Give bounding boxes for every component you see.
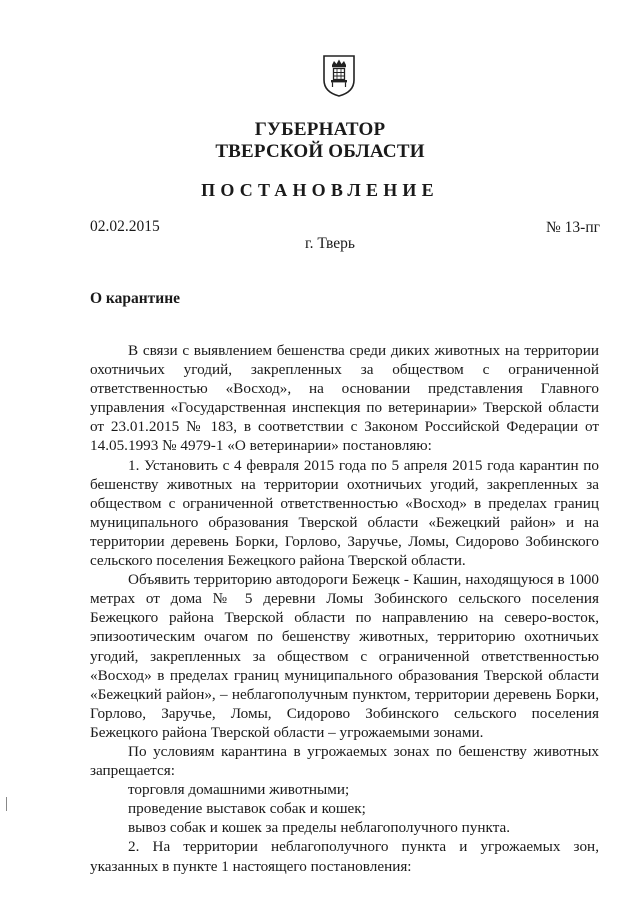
authority-title-line2: ТВЕРСКОЙ ОБЛАСТИ — [215, 141, 425, 162]
document-type-heading: ПОСТАНОВЛЕНИЕ — [201, 180, 439, 200]
document-body — [90, 341, 599, 876]
body-list-item: проведение выставок собак и кошек; — [128, 800, 366, 818]
body-list-item: торговля домашними животными; — [128, 781, 350, 799]
body-list-item: вывоз собак и кошек за пределы неблагополучного пункта. — [128, 819, 511, 837]
body-paragraph: 1. Установить с 4 февраля 2015 года по 5 апреля 2015 года карантин по бешенству животных на территории охотничьих угодий, закрепленных за обществом с ограниченной ответственностью «Восход» в пределах границ муниципального образования Тверской области «Бежецкий район» и на территории деревень Борки, Горлово, Заручье, Ломы, Сидорово Зобинского сельского поселения Бежецкого района Тверской области. — [90, 456, 599, 570]
document-city: г. Тверь — [305, 235, 355, 252]
body-paragraph: По условиям карантина в угрожаемых зонах по бешенству животных запрещается: — [90, 742, 599, 780]
body-paragraph: Объявить территорию автодороги Бежецк - Кашин, находящуюся в 1000 метрах от дома № 5 деревни Ломы Зобинского сельского поселения Бежецкого района Тверской области по направлению на северо-восток, эпизоотическим очагом по бешенству животных, территорию охотничьих угодий, закрепленных за обществом с ограниченной ответственностью «Восход» в пределах границ муниципального образования Тверской области «Бежецкий район», – неблагополучным пунктом, территории деревень Борки, Горлово, Заручье, Ломы, Сидорово Зобинского сельского поселения Бежецкого района Тверской области – угрожаемыми зонами. — [90, 571, 599, 741]
scan-edge-mark — [6, 797, 7, 811]
document-subject: О карантине — [90, 290, 181, 307]
body-paragraph: В связи с выявлением бешенства среди диких животных на территории охотничьих угодий, закрепленных за обществом с ограниченной ответственностью «Восход», на основании представления Главного управления «Государственная инспекция по ветеринарии» Тверской области от 23.01.2015 № 183, в соответствии с Законом Российской Федерации от 14.05.1993 № 4979-1 «О ветеринарии» постановляю: — [90, 342, 599, 455]
document-number: № 13-пг — [546, 219, 600, 236]
coat-of-arms-icon — [322, 54, 356, 98]
document-date: 02.02.2015 — [90, 218, 160, 235]
body-paragraph: 2. На территории неблагополучного пункта и угрожаемых зон, указанных в пункте 1 настоящего постановления: — [90, 838, 599, 875]
authority-title-line1: ГУБЕРНАТОР — [254, 119, 386, 140]
